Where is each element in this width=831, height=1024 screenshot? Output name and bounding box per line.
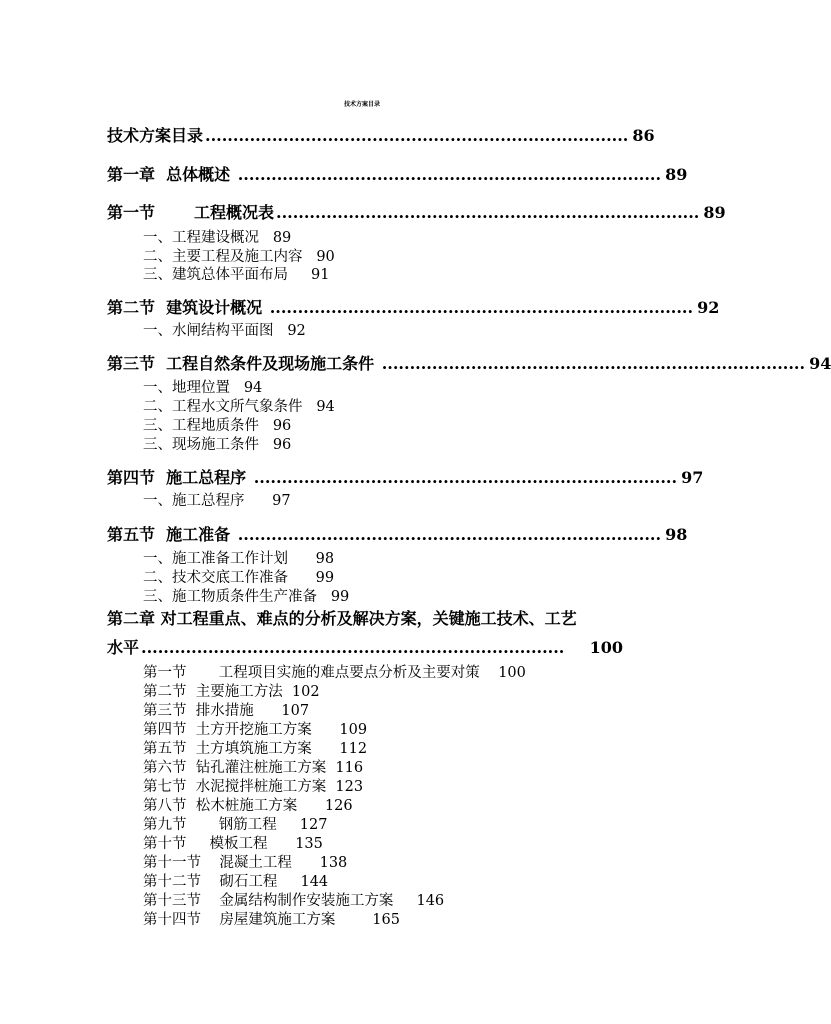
dot-leader: ............................................................................: [381, 354, 806, 373]
toc-section[interactable]: 第七节 水泥搅拌桩施工方案 123: [143, 779, 364, 795]
toc-section[interactable]: 第十四节 房屋建筑施工方案 165: [143, 912, 400, 928]
toc-section[interactable]: 第五节 土方填筑施工方案 112: [143, 741, 368, 757]
toc-subentry[interactable]: 一、地理位置 94: [143, 380, 263, 396]
toc-subentry[interactable]: 三、工程地质条件 96: [143, 418, 292, 434]
dot-leader: ............................................................................: [141, 638, 565, 657]
toc-entry[interactable]: [107, 295, 720, 318]
dot-leader: ............................................................................: [237, 525, 662, 544]
toc-section[interactable]: 第三节 排水措施 107: [143, 703, 310, 719]
toc-entry-page: 97: [681, 468, 704, 487]
toc-entry-label: 第五节 施工准备: [107, 525, 236, 544]
toc-entry-label: 水平: [107, 638, 140, 657]
toc-entry-label: 第三节 工程自然条件及现场施工条件: [107, 354, 380, 373]
toc-section[interactable]: 第四节 土方开挖施工方案 109: [143, 722, 368, 738]
dot-leader: ............................................................................: [253, 468, 678, 487]
toc-entry[interactable]: [107, 200, 726, 223]
toc-entry-page: 98: [665, 525, 688, 544]
toc-subentry[interactable]: 一、工程建设概况 89: [143, 230, 292, 246]
toc-entry-label: 第一章 总体概述: [107, 165, 236, 184]
toc-entry-page: 94: [809, 354, 831, 373]
toc-entry-page: 100: [589, 638, 623, 657]
chapter-2-heading[interactable]: 第二章 对工程重点、难点的分析及解决方案，关键施工技术、工艺: [107, 609, 577, 628]
toc-subentry[interactable]: 二、工程水文所气象条件 94: [143, 399, 335, 415]
dot-leader: ............................................................................: [237, 165, 662, 184]
toc-entry-page: 89: [665, 165, 688, 184]
toc-entry[interactable]: [107, 465, 704, 488]
dot-leader: ............................................................................: [276, 203, 700, 222]
toc-section[interactable]: 第十二节 砌石工程 144: [143, 874, 329, 890]
toc-entry-page: 86: [632, 126, 655, 145]
toc-entry[interactable]: [107, 162, 688, 185]
toc-entry-page: 89: [703, 203, 726, 222]
toc-section[interactable]: 第十一节 混凝土工程 138: [143, 855, 348, 871]
toc-entry-page: 92: [697, 298, 720, 317]
toc-entry-label: 第一节 工程概况表: [107, 203, 274, 222]
toc-subentry[interactable]: 一、水闸结构平面图 92: [143, 323, 306, 339]
toc-entry[interactable]: [107, 351, 831, 374]
toc-entry-label: 第四节 施工总程序: [107, 468, 252, 487]
toc-subentry[interactable]: 三、现场施工条件 96: [143, 437, 292, 453]
toc-section[interactable]: 第九节 钢筋工程 127: [143, 817, 328, 833]
toc-entry[interactable]: [107, 123, 655, 146]
toc-subentry[interactable]: 二、主要工程及施工内容 90: [143, 249, 335, 265]
toc-entry-label: 技术方案目录: [107, 126, 204, 145]
toc-entry[interactable]: [107, 635, 623, 658]
toc-section[interactable]: 第八节 松木桩施工方案 126: [143, 798, 353, 814]
toc-subentry[interactable]: 三、建筑总体平面布局 91: [143, 267, 330, 283]
toc-section[interactable]: 第二节 主要施工方法 102: [143, 684, 320, 700]
toc-subentry[interactable]: 一、施工准备工作计划 98: [143, 551, 335, 567]
dot-leader: ............................................................................: [269, 298, 694, 317]
toc-subentry[interactable]: 二、技术交底工作准备 99: [143, 570, 335, 586]
toc-entry-label: 第二节 建筑设计概况: [107, 298, 268, 317]
toc-subentry[interactable]: 三、施工物质条件生产准备 99: [143, 589, 350, 605]
dot-leader: ............................................................................: [205, 126, 629, 145]
toc-entry[interactable]: [107, 522, 688, 545]
toc-section[interactable]: 第十三节 金属结构制作安装施工方案 146: [143, 893, 445, 909]
toc-section[interactable]: 第六节 钻孔灌注桩施工方案 116: [143, 760, 364, 776]
toc-subentry[interactable]: 一、施工总程序 97: [143, 493, 291, 509]
page-title: 技术方案目录: [343, 101, 380, 108]
toc-section[interactable]: 第一节 工程项目实施的难点要点分析及主要对策 100: [143, 665, 526, 681]
toc-section[interactable]: 第十节 模板工程 135: [143, 836, 323, 852]
